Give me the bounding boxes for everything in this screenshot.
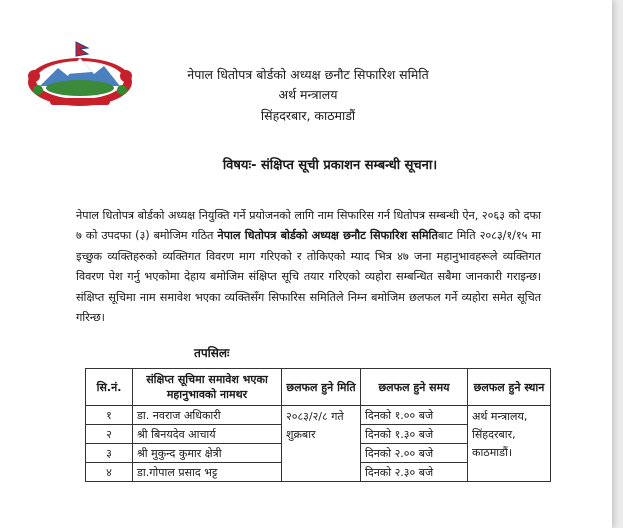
discussion-date: २०८३/२/८ गते शुक्रबार [282,406,361,482]
body-text-part2: बाट मिति २०८३/१/१५ मा इच्छुक व्यक्तिहरुको व्यक्तिगत विवरण माग गरिएको र तोकिएको म्याद भित्र ४७ जना महानुभावहरूले व्यक्तिगत विवरण पेश गर्नु भएकोमा देहाय बमोजिम संक्षिप्त सूचि तयार गरिएको व्यहोरा सम्बन्धित सबैमा जानकारी गराइन्छ। संक्षिप्त सूचिमा नाम समावेश भएका व्यक्तिसँग सिफारिस समितिले निम्न बमोजिम छलफल गर्ने व्यहोरा समेत सूचित गरिन्छ। [76,229,541,325]
row-time: दिनको २.०० बजे [361,444,468,463]
discussion-place: अर्थ मन्त्रालय, सिंहदरबार, काठमाडौं। [468,406,551,482]
row-time: दिनको १.३० बजे [361,425,468,444]
table-header-row [86,369,551,406]
row-name: डा.गोपाल प्रसाद भट्ट [133,463,282,482]
nepal-emblem-icon [20,36,140,112]
notice-body [76,206,541,328]
annex-label: तपसिलः [194,346,230,360]
row-sn: २ [86,425,133,444]
shortlist-table [85,368,551,482]
body-committee-bold: नेपाल धितोपत्र बोर्डको अध्यक्ष छनौट सिफारिश समिति [217,229,438,243]
row-sn: ४ [86,463,133,482]
row-name: डा. नवराज अधिकारी [133,406,282,425]
header-date: छलफल हुने मिति [282,369,361,406]
header-name: संक्षिप्त सूचिमा समावेश भएका महानुभावको नामथर [133,369,282,406]
table-row [86,406,551,425]
header-time: छलफल हुने समय [361,369,468,406]
header-place: छलफल हुने स्थान [468,369,551,406]
office-location: सिंहदरबार, काठमाडौं [260,108,356,123]
ministry-name: अर्थ मन्त्रालय [278,87,338,102]
row-name: श्री बिनयदेव आचार्य [133,425,282,444]
row-sn: १ [86,406,133,425]
row-name: श्री मुकुन्द कुमार क्षेत्री [133,444,282,463]
notice-subject: विषयः- संक्षिप्त सूची प्रकाशन सम्बन्धी सूचना। [222,158,438,173]
body-text-part1: नेपाल धितोपत्र बोर्डको अध्यक्ष नियुक्ति गर्ने प्रयोजनको लागि नाम सिफारिस गर्न धितोपत्र सम्बन्धी ऐन, २०६३ को दफा ७ को उपदफा (३) बमोजिम गठित [76,209,541,243]
committee-title: नेपाल धितोपत्र बोर्डको अध्यक्ष छनौट सिफारिश समिति [187,67,429,82]
row-time: दिनको २.३० बजे [361,463,468,482]
header-sn: सि.नं. [86,369,133,406]
row-sn: ३ [86,444,133,463]
row-time: दिनको १.०० बजे [361,406,468,425]
